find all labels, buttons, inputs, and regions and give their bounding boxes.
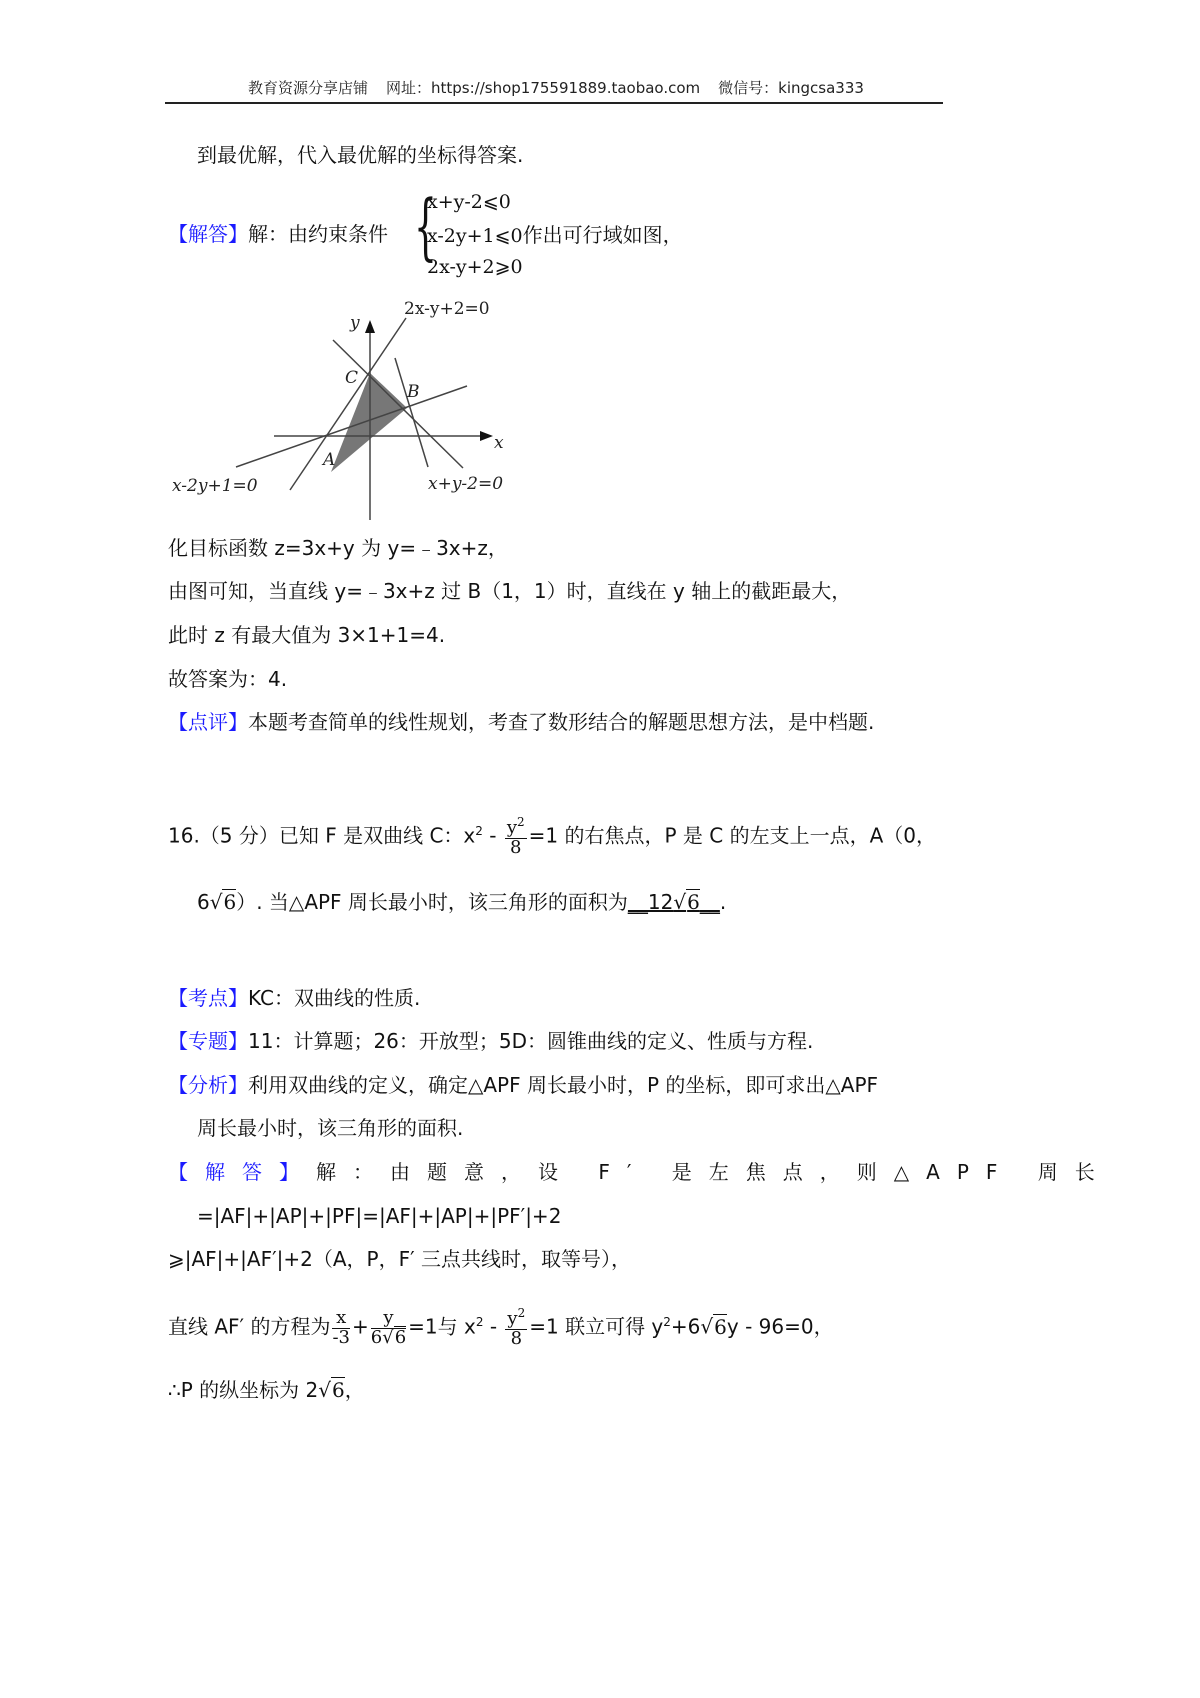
text: + [352, 1314, 369, 1339]
fraction [505, 816, 527, 858]
denominator: 8 [510, 837, 522, 859]
text: 本题考查简单的线性规划，考查了数形结合的解题思想方法，是中档题. [248, 710, 875, 734]
shop-url[interactable]: 网址：https://shop175591889.taobao.com [386, 79, 701, 97]
fenxi-tag: 【分析】 [168, 1073, 248, 1097]
exponent: 2 [663, 1315, 671, 1329]
zhuanti-line [168, 1031, 813, 1051]
fraction [505, 1307, 527, 1349]
answer-tag: 【解答】 [168, 222, 248, 246]
text: . [719, 890, 727, 914]
text: - [483, 1314, 504, 1339]
denominator: 6 [370, 1326, 383, 1348]
line-label: 2x-y+2=0 [404, 299, 490, 319]
text: 利用双曲线的定义，确定△APF 周长最小时，P 的坐标，即可求出△APF [248, 1073, 879, 1097]
answer-intro [168, 224, 388, 244]
kaodian-tag: 【考点】 [168, 986, 248, 1010]
text-line: 到最优解，代入最优解的坐标得答案. [197, 143, 524, 167]
page-header [248, 81, 882, 96]
point-c-label: C [345, 368, 359, 388]
fraction [332, 1306, 350, 1348]
comment-tag: 【点评】 [168, 710, 248, 734]
jieda-tag: 【解答】 [168, 1160, 316, 1184]
last-line: ∴P 的纵坐标为 2√6， [168, 1378, 365, 1402]
radicand: 6 [331, 1378, 345, 1402]
question-16 [168, 805, 936, 862]
line-label: x+y-2=0 [428, 474, 504, 494]
fraction: $\frac{y}{6√6}$ [370, 1306, 407, 1348]
system-brace: { [414, 184, 437, 268]
constraint: 2x-y+2⩾0 [427, 256, 523, 278]
radicand: 6 [687, 890, 700, 914]
text-line: 化目标函数 z=3x+y 为 y=﹣3x+z， [168, 536, 508, 560]
shop-name: 教育资源分享店铺 [248, 79, 369, 97]
text-line: 故答案为：4. [168, 667, 288, 691]
text: 解：由题意，设 F′ 是左焦点，则△APF 周长 [316, 1160, 1112, 1184]
text: KC：双曲线的性质. [248, 986, 421, 1010]
blank: __ [699, 890, 720, 914]
text-line: =|AF|+|AP|+|PF|=|AF|+|AP|+|PF′|+2 [197, 1204, 562, 1228]
x-label: x [494, 433, 504, 453]
answer-blank: __12√6__ [627, 890, 720, 914]
comment-line [168, 712, 874, 732]
radicand: 6 [714, 1314, 727, 1339]
exponent: 2 [517, 1306, 526, 1321]
denominator: 8 [510, 1328, 523, 1350]
zhuanti-tag: 【专题】 [168, 1029, 248, 1053]
text: 16.（5 分）已知 F 是双曲线 C：x [168, 823, 476, 848]
exponent: 2 [475, 824, 483, 838]
exponent: 2 [517, 815, 525, 830]
y-arrow-icon [365, 320, 375, 333]
text-line: 周长最小时，该三角形的面积. [197, 1116, 464, 1140]
text: y - 96=0， [726, 1314, 834, 1339]
text: =1与 x [408, 1314, 476, 1339]
text: 解：由约束条件 [248, 222, 388, 246]
text: 11：计算题；26：开放型；5D：圆锥曲线的定义、性质与方程. [248, 1029, 814, 1053]
radicand: 6 [223, 890, 237, 914]
numerator: y [371, 1309, 406, 1329]
text: - [482, 823, 503, 848]
kaodian-line [168, 988, 420, 1008]
equation-line: 直线 AF′ 的方程为 $\frac{x}{-3}$ + $\frac{y}{6√6}$ =1与 $x^2$ - $\frac{y^2}{8}$ =1 联立可得 $y^2+6√6y - 96=0$， [168, 1306, 834, 1350]
answer-value: __12 [627, 890, 674, 914]
wechat-id: 微信号：kingcsa333 [718, 79, 864, 97]
radicand: 6 [394, 1326, 407, 1348]
feasible-region-figure [160, 290, 520, 530]
constraint: x-2y+1⩽0 [427, 225, 523, 247]
text-line: ⩾|AF|+|AF′|+2（A，P，F′ 三点共线时，取等号）， [168, 1247, 632, 1271]
numerator: y [506, 817, 518, 839]
text: +6 [670, 1314, 701, 1339]
feasible-region [331, 373, 407, 472]
text: ）. 当△APF 周长最小时，该三角形的面积为 [236, 890, 628, 914]
denominator: -3 [332, 1326, 350, 1348]
text-line: 由图可知，当直线 y=﹣3x+z 过 B（1，1）时，直线在 y 轴上的截距最大， [168, 579, 852, 603]
text: 直线 AF′ 的方程为 [168, 1314, 331, 1339]
header-rule [165, 102, 943, 104]
numerator: x [332, 1309, 350, 1329]
point-a-label: A [323, 450, 336, 470]
text: ∴P 的纵坐标为 2 [168, 1378, 319, 1402]
text: =1 联立可得 y [529, 1314, 664, 1339]
exponent: 2 [475, 1315, 484, 1329]
constraint: x+y-2⩽0 [427, 191, 511, 213]
question-16-line2: 6√6）. 当△APF 周长最小时，该三角形的面积为__12√6__. [197, 890, 727, 914]
numerator: y [507, 1308, 518, 1330]
text: ， [344, 1378, 365, 1402]
constraint-row [427, 225, 683, 246]
text: 作出可行域如图， [522, 223, 683, 247]
x-arrow-icon [480, 431, 493, 441]
jieda-line [168, 1162, 1112, 1182]
point-b-label: B [407, 382, 420, 402]
fenxi-line [168, 1075, 878, 1095]
line-label: x-2y+1=0 [172, 476, 258, 496]
text-line: 此时 z 有最大值为 3×1+1=4. [168, 623, 446, 647]
text: 6 [197, 890, 210, 914]
text: =1 的右焦点，P 是 C 的左支上一点，A（0， [528, 823, 936, 848]
y-label: y [350, 313, 360, 333]
